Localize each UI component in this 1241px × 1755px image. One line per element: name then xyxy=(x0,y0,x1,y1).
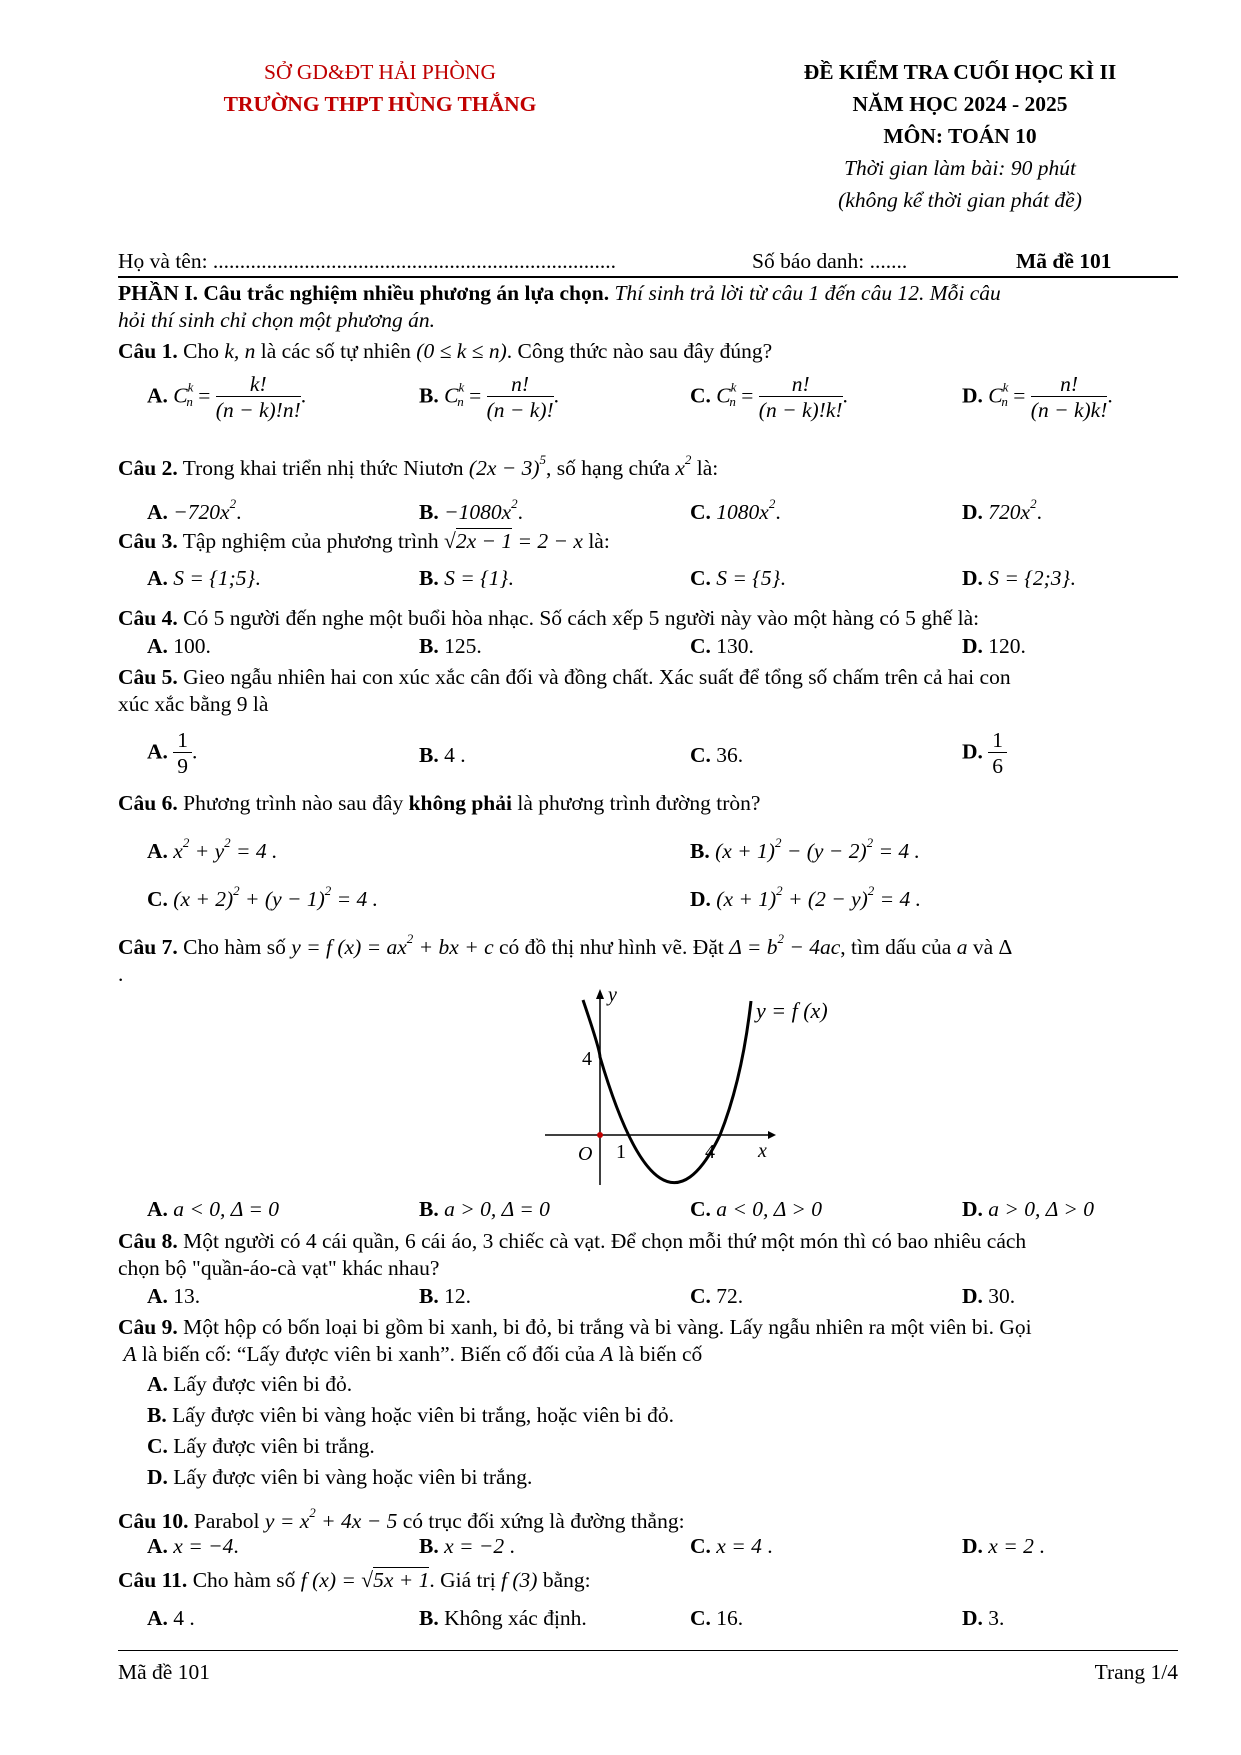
school-year: NĂM HỌC 2024 - 2025 xyxy=(852,92,1068,116)
q9-option-a[interactable]: A. Lấy được viên bi đỏ. xyxy=(147,1372,353,1396)
q7-option-b[interactable]: B. a > 0, Δ = 0 xyxy=(419,1197,550,1221)
q5-option-a[interactable]: A. $\frac{1}{9}$ . xyxy=(147,728,198,778)
question-6: Câu 6. Phương trình nào sau đây không phải là phương trình đường tròn? xyxy=(118,791,761,815)
x-tick-1: 1 xyxy=(616,1141,626,1163)
student-name-field: Họ và tên: ........................................................................... xyxy=(118,249,617,273)
footer-exam-code: Mã đề 101 xyxy=(118,1660,210,1684)
dept-name: SỞ GD&ĐT HẢI PHÒNG xyxy=(264,60,496,84)
q3-option-c[interactable]: C. S = {5}. xyxy=(690,566,786,590)
q6-option-a[interactable]: A. $x^2 + y^2 = 4$ . xyxy=(147,835,278,863)
q10-option-c[interactable]: C. x = 4 . xyxy=(690,1534,773,1558)
question-7: Câu 7. Cho hàm số y = f $(x) = ax^2$ + bx + c có đồ thị như hình vẽ. Đặt $\Delta = b^2 - 4ac$, tìm dấu của a và Δ . xyxy=(118,931,1013,986)
q11-option-a[interactable]: A. 4 . xyxy=(147,1606,195,1630)
q7-option-c[interactable]: C. a < 0, Δ > 0 xyxy=(690,1197,823,1221)
q5-option-d[interactable]: D. $\frac{1}{6}$ xyxy=(962,728,1007,779)
header-divider xyxy=(118,276,1178,278)
q7-option-a[interactable]: A. a < 0, Δ = 0 xyxy=(147,1197,280,1221)
question-9: Câu 9. Một hộp có bốn loại bi gồm bi xanh, bi đỏ, bi trắng và bi vàng. Lấy ngẫu nhiên ra một viên bi. Gọi A là biến cố: “Lấy được viên bi xanh”. Biến cố đối của A là biến cố xyxy=(118,1315,1032,1366)
school-name: TRƯỜNG THPT HÙNG THẮNG xyxy=(223,92,537,116)
q2-option-a[interactable]: A. $-720x^2$. xyxy=(147,496,242,524)
part1-heading: PHẦN I. Câu trắc nghiệm nhiều phương án lựa chọn. Thí sinh trả lời từ câu 1 đến câu 12. Mỗi câu hỏi thí sinh chỉ chọn một phương án. xyxy=(118,281,1001,332)
y-axis-arrow xyxy=(596,989,604,999)
q11-option-d[interactable]: D. 3. xyxy=(962,1606,1005,1630)
q8-option-a[interactable]: A. 13. xyxy=(147,1284,201,1308)
q5-option-c[interactable]: C. 36. xyxy=(690,743,744,767)
q9-option-c[interactable]: C. Lấy được viên bi trắng. xyxy=(147,1434,375,1458)
q6-option-d[interactable]: D. $(x + 1)^2 + (2 - y)^2 = 4$ . xyxy=(690,883,922,911)
q4-option-d[interactable]: D. 120. xyxy=(962,634,1026,658)
question-1: Câu 1. Cho k, n là các số tự nhiên (0 ≤ k ≤ n). Công thức nào sau đây đúng? xyxy=(118,339,773,363)
q6-option-b[interactable]: B. $(x + 1)^2 - (y - 2)^2 = 4$ . xyxy=(690,835,920,863)
parabola-curve xyxy=(583,1000,751,1183)
q5-option-b[interactable]: B. 4 . xyxy=(419,743,466,767)
q8-option-c[interactable]: C. 72. xyxy=(690,1284,744,1308)
origin-label: O xyxy=(578,1143,593,1165)
y-axis-label: y xyxy=(608,985,617,1006)
q4-option-c[interactable]: C. 130. xyxy=(690,634,754,658)
question-5: Câu 5. Gieo ngẫu nhiên hai con xúc xắc cân đối và đồng chất. Xác suất để tổng số chấm trên cả hai con xúc xắc bằng 9 là xyxy=(118,665,1011,716)
x-tick-4: 4 xyxy=(705,1141,715,1163)
q1-option-b[interactable]: B. $C^k_n$ = $\frac{n!}{(n - k)!}$ . xyxy=(419,372,560,422)
q11-option-c[interactable]: C. 16. xyxy=(690,1606,744,1630)
q1-option-d[interactable]: D. $C^k_n$ = $\frac{n!}{(n - k)k!}$ . xyxy=(962,372,1113,422)
curve-label: y = f (x) xyxy=(756,998,828,1023)
q6-option-c[interactable]: C. $(x + 2)^2 + (y - 1)^2 = 4$ . xyxy=(147,883,379,911)
origin-point xyxy=(597,1132,603,1138)
subject: MÔN: TOÁN 10 xyxy=(883,124,1037,148)
parabola-graph xyxy=(540,985,870,1195)
q3-option-b[interactable]: B. S = {1}. xyxy=(419,566,514,590)
footer-divider xyxy=(118,1650,1178,1651)
q3-option-a[interactable]: A. S = {1;5}. xyxy=(147,566,261,590)
q10-option-b[interactable]: B. x = −2 . xyxy=(419,1534,515,1558)
q9-option-d[interactable]: D. Lấy được viên bi vàng hoặc viên bi trắng. xyxy=(147,1465,533,1489)
q9-option-b[interactable]: B. Lấy được viên bi vàng hoặc viên bi trắng, hoặc viên bi đỏ. xyxy=(147,1403,674,1427)
question-11: Câu 11. Cho hàm số f (x) = √5x + 1. Giá trị f (3) bằng: xyxy=(118,1568,591,1592)
q7-option-d[interactable]: D. a > 0, Δ > 0 xyxy=(962,1197,1095,1221)
question-2: Câu 2. Trong khai triển nhị thức Niutơn $(2x - 3)^5$, số hạng chứa $x^2$ là: xyxy=(118,452,719,480)
question-8: Câu 8. Một người có 4 cái quần, 6 cái áo, 3 chiếc cà vạt. Để chọn mỗi thứ một món thì có bao nhiêu cách chọn bộ "quần-áo-cà vạt" khác nhau? xyxy=(118,1229,1027,1280)
page-number: Trang 1/4 xyxy=(1094,1660,1178,1684)
question-10: Câu 10. Parabol $y = x^2 + 4x - 5$ có trục đối xứng là đường thẳng: xyxy=(118,1505,685,1533)
q1-option-a[interactable]: A. $C^k_n$ = $\frac{k!}{(n - k)!n!}$ . xyxy=(147,372,307,422)
q2-option-d[interactable]: D. $720x^2$. xyxy=(962,496,1042,524)
q4-option-a[interactable]: A. 100. xyxy=(147,634,211,658)
q10-option-d[interactable]: D. x = 2 . xyxy=(962,1534,1045,1558)
x-axis-label: x xyxy=(758,1140,767,1162)
exam-title: ĐỀ KIỂM TRA CUỐI HỌC KÌ II xyxy=(803,60,1117,84)
question-4: Câu 4. Có 5 người đến nghe một buổi hòa nhạc. Số cách xếp 5 người này vào một hàng có 5 ghế là: xyxy=(118,606,980,630)
exam-code: Mã đề 101 xyxy=(1016,249,1112,273)
q3-option-d[interactable]: D. S = {2;3}. xyxy=(962,566,1076,590)
time-allowed: Thời gian làm bài: 90 phút xyxy=(844,156,1076,180)
q8-option-b[interactable]: B. 12. xyxy=(419,1284,471,1308)
q4-option-b[interactable]: B. 125. xyxy=(419,634,482,658)
q2-option-b[interactable]: B. $-1080x^2$. xyxy=(419,496,524,524)
q2-option-c[interactable]: C. $1080x^2$. xyxy=(690,496,781,524)
q10-option-a[interactable]: A. x = −4. xyxy=(147,1534,239,1558)
time-note: (không kể thời gian phát đề) xyxy=(838,188,1082,212)
y-tick-4: 4 xyxy=(582,1048,592,1070)
question-3: Câu 3. Tập nghiệm của phương trình √2x − 1 = 2 − x là: xyxy=(118,529,610,553)
x-axis-arrow xyxy=(768,1131,776,1139)
q8-option-d[interactable]: D. 30. xyxy=(962,1284,1016,1308)
q1-option-c[interactable]: C. $C^k_n$ = $\frac{n!}{(n - k)!k!}$ . xyxy=(690,372,848,422)
q11-option-b[interactable]: B. Không xác định. xyxy=(419,1606,587,1630)
candidate-number-field: Số báo danh: ....... xyxy=(752,249,908,273)
